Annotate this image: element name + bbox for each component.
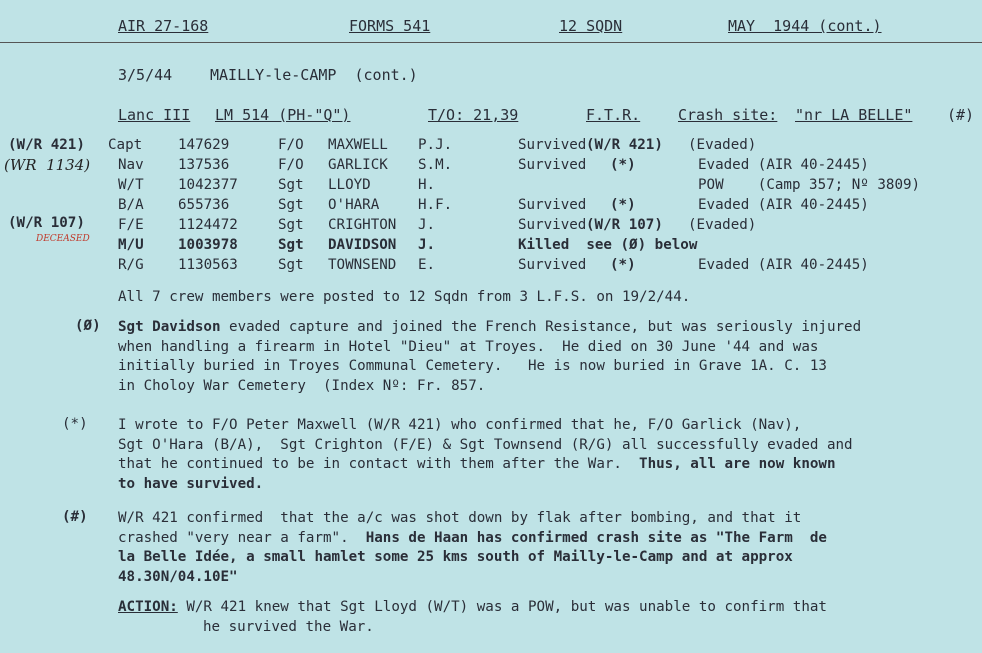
note-phi-line: evaded capture and joined the French Resistance, but was seriously injured [220,319,862,335]
crew-initials: E. [418,257,436,273]
annotation-wr-421: (W/R 421) [8,137,85,153]
crew-surname: TOWNSEND [328,257,397,273]
crash-site-value: "nr LA BELLE" [795,106,913,124]
note-phi-line: in Choloy War Cemetery (Index Nº: Fr. 857. [118,377,486,394]
crew-rank: Sgt [278,197,304,213]
crew-role: F/E [118,217,144,233]
note-hash-paragraph [118,509,827,587]
note-phi-name: Sgt Davidson [118,319,221,335]
crew-status-ref: (W/R 421) [586,137,663,153]
note-star-line: I wrote to F/O Peter Maxwell (W/R 421) who confirmed that he, F/O Garlick (Nav), [118,417,802,433]
crew-surname: O'HARA [328,197,380,213]
crew-initials: J. [418,237,436,253]
crew-initials: P.J. [418,137,453,153]
aircraft-type: Lanc III [118,106,191,124]
crew-initials: H. [418,177,436,193]
aircraft-serial: LM 514 (PH-"Q") [215,106,351,124]
crew-rank: Sgt [278,257,304,273]
crew-initials: H.F. [418,197,453,213]
crew-outcome: Evaded (AIR 40-2445) [698,157,869,173]
annotation-wr-107: (W/R 107) [8,215,85,231]
crew-rank: F/O [278,157,304,173]
note-hash-emphasis: 48.30N/04.10E" [118,568,238,585]
crew-service-number: 1003978 [178,237,238,253]
crew-rank: Sgt [278,177,304,193]
crew-role: M/U [118,237,144,253]
action-line: he survived the War. [203,618,374,635]
crew-status: Survived [518,157,587,173]
note-phi-line: initially buried in Troyes Communal Cemetery. He is now buried in Grave 1A. C. 13 [118,358,827,374]
crew-surname: CRIGHTON [328,217,397,233]
note-hash-line: crashed "very near a farm". [118,529,366,546]
note-hash-emphasis: la Belle Idée, a small hamlet some 25 kms south of Mailly-le-Camp and at approx [118,549,793,565]
crew-service-number: 655736 [178,197,230,213]
crew-outcome: (Evaded) [688,217,757,233]
crew-service-number: 137536 [178,157,230,173]
note-star-line: Sgt O'Hara (B/A), Sgt Crighton (F/E) & Sgt Townsend (R/G) all successfully evaded and [118,436,853,453]
crew-rank: Sgt [278,237,304,253]
crew-status-ref: (*) [610,197,636,213]
header-air-ref: AIR 27-168 [118,17,209,35]
crew-role: W/T [118,177,144,193]
header-divider [0,42,982,43]
crew-outcome: (Evaded) [688,137,757,153]
crew-role: R/G [118,257,144,273]
crew-status-ref: (W/R 107) [586,217,663,233]
action-paragraph [118,598,827,637]
crew-status-ref: (*) [610,157,636,173]
note-star-marker: (*) [62,416,88,432]
crew-role: B/A [118,197,144,213]
crew-initials: S.M. [418,157,453,173]
aircraft-takeoff: T/O: 21,39 [428,106,519,124]
crew-rank: Sgt [278,217,304,233]
crew-outcome: Evaded (AIR 40-2445) [698,257,869,273]
crew-surname: GARLICK [328,157,388,173]
crew-service-number: 1130563 [178,257,238,273]
note-phi-paragraph [118,318,861,396]
operation-target: MAILLY-le-CAMP (cont.) [210,66,418,84]
note-phi-marker: (Ø) [75,318,101,334]
crew-service-number: 1124472 [178,217,238,233]
note-star-paragraph [118,416,853,494]
crew-service-number: 147629 [178,137,230,153]
note-hash-line: W/R 421 confirmed that the a/c was shot down by flak after bombing, and that it [118,510,802,526]
crew-status: Killed see (Ø) below [518,237,698,253]
aircraft-ftr: F.T.R. [586,106,641,124]
header-forms: FORMS 541 [349,17,431,35]
crash-site-note-marker: (#) [947,106,975,124]
annotation-deceased-handwritten: DECEASED [36,234,90,244]
operation-date: 3/5/44 [118,66,173,84]
crew-status-ref: (*) [610,257,636,273]
crew-status: Survived [518,257,587,273]
note-star-emphasis: Thus, all are now known [639,456,836,472]
crew-status: Survived [518,197,587,213]
action-label: ACTION: [118,599,178,615]
note-phi-line: when handling a firearm in Hotel "Dieu" at Troyes. He died on 30 June '44 and was [118,338,819,355]
annotation-wr-1134-handwritten: (WR 1134) [4,156,91,174]
crew-role: Nav [118,157,144,173]
crew-status: Survived [518,217,587,233]
header-sqdn: 12 SQDN [559,17,623,35]
action-line: W/R 421 knew that Sgt Lloyd (W/T) was a POW, but was unable to confirm that [177,599,827,615]
posted-note: All 7 crew members were posted to 12 Sqdn from 3 L.F.S. on 19/2/44. [118,289,691,305]
crew-outcome: POW (Camp 357; Nº 3809) [698,177,921,193]
note-hash-emphasis: Hans de Haan has confirmed crash site as "The Farm de [365,529,827,546]
crash-site-label: Crash site: [678,106,778,124]
crew-initials: J. [418,217,436,233]
crew-service-number: 1042377 [178,177,238,193]
note-hash-marker: (#) [62,509,88,525]
note-star-line: that he continued to be in contact with them after the War. [118,456,640,472]
note-star-emphasis: to have survived. [118,475,264,492]
crew-surname: MAXWELL [328,137,388,153]
crew-role: Capt [108,137,143,153]
header-month: MAY 1944 (cont.) [728,17,882,35]
crew-rank: F/O [278,137,304,153]
crew-outcome: Evaded (AIR 40-2445) [698,197,869,213]
crew-status: Survived [518,137,587,153]
crew-surname: LLOYD [328,177,371,193]
crew-surname: DAVIDSON [328,237,397,253]
